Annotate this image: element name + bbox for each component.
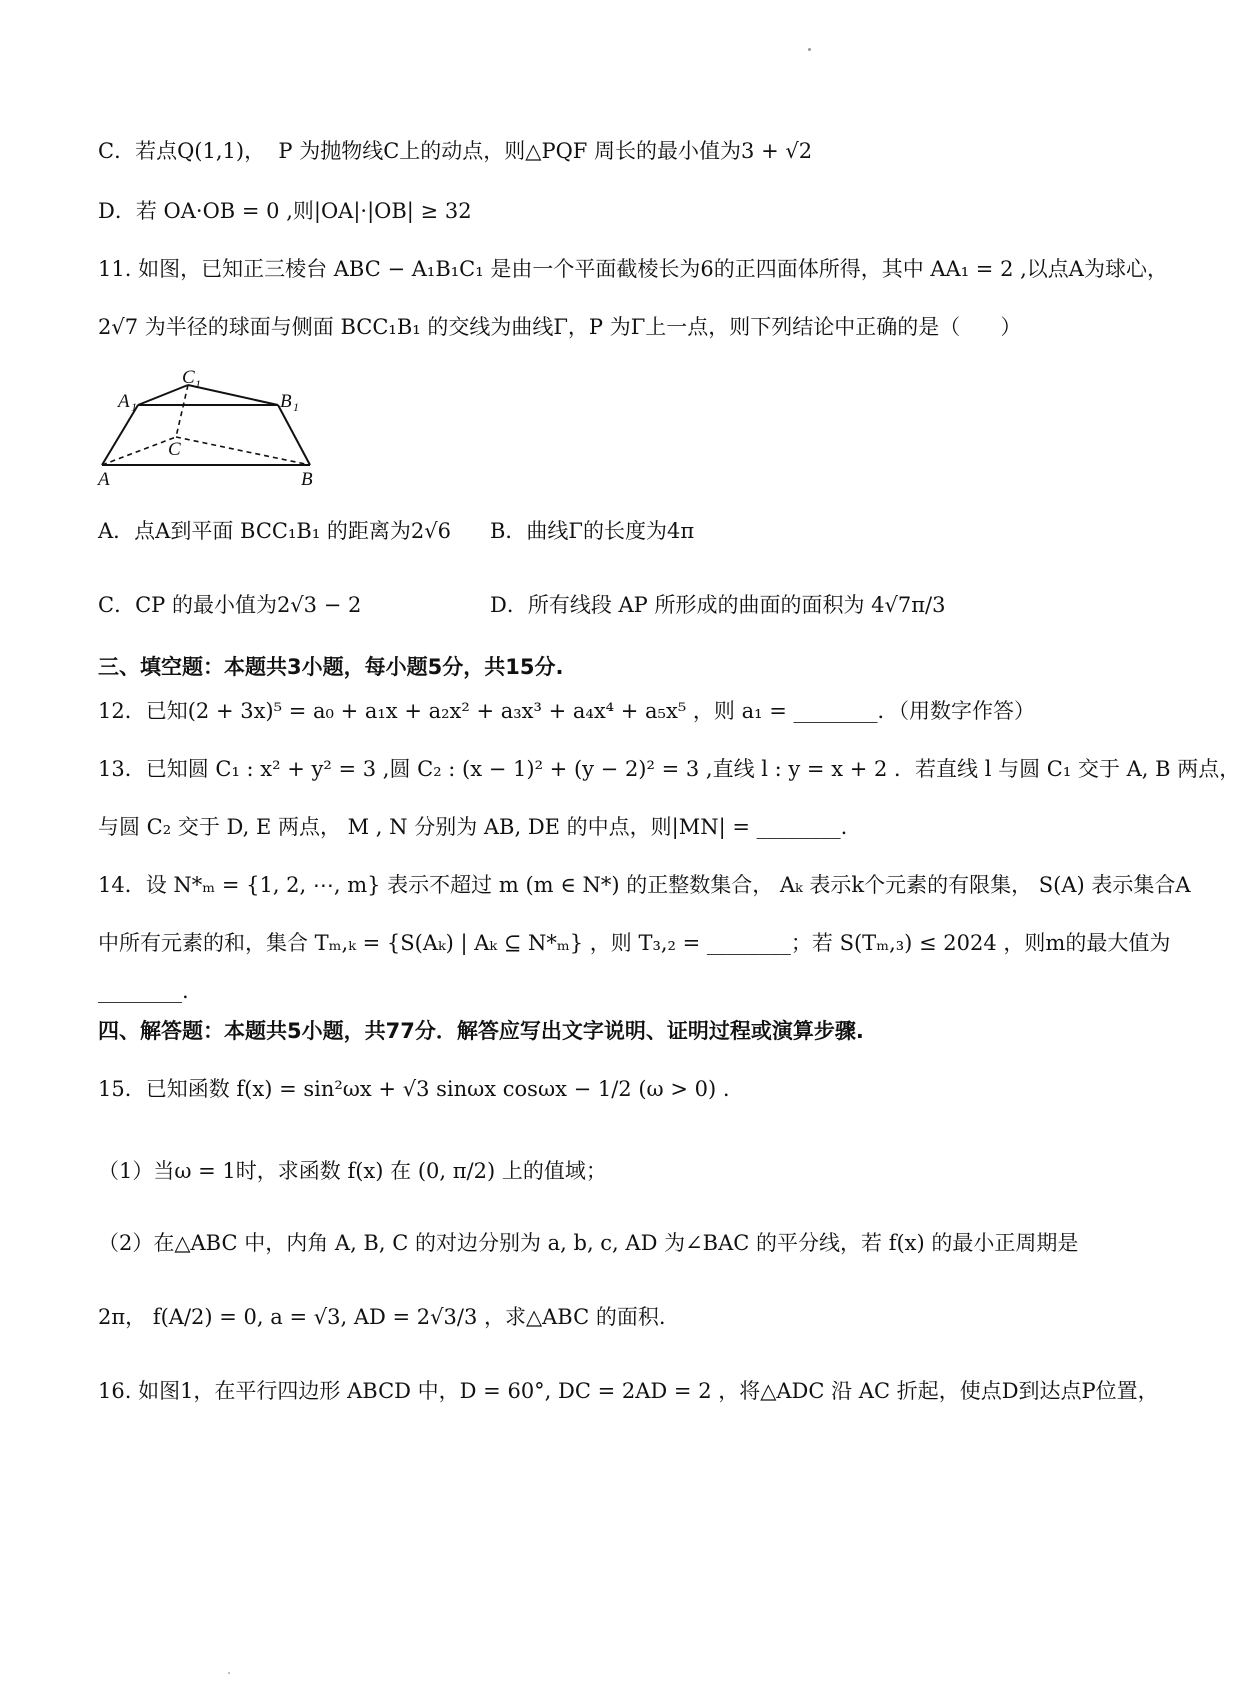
edge-aa1 xyxy=(102,405,138,465)
label-a: A xyxy=(98,469,110,490)
edge-ac xyxy=(102,437,176,465)
option-d-q11: D．所有线段 AP 所形成的曲面的面积为 4√7π/3 xyxy=(490,593,946,617)
section-4-heading: 四、解答题：本题共5小题，共77分．解答应写出文字说明、证明过程或演算步骤. xyxy=(98,1019,864,1043)
question-15-part1: （1）当ω = 1时，求函数 f(x) 在 (0, π/2) 上的值域； xyxy=(98,1159,607,1183)
question-15: 15．已知函数 f(x) = sin²ωx + √3 sinωx cosωx − 1/2 (ω > 0) . xyxy=(98,1077,730,1101)
label-a1: A xyxy=(118,391,130,412)
option-d-q10: D．若 OA·OB = 0 ,则|OA|·|OB| ≥ 32 xyxy=(98,199,472,223)
frustum-figure xyxy=(98,367,338,493)
edge-bb1 xyxy=(278,405,310,465)
question-13-line1: 13．已知圆 C₁ : x² + y² = 3 ,圆 C₂ : (x − 1)² + (y − 2)² = 3 ,直线 l : y = x + 2 ．若直线 l 与圆 C₁ 交于 A, B 两点， xyxy=(98,757,1240,781)
label-c: C xyxy=(168,439,181,460)
edge-cb xyxy=(176,437,310,465)
question-11-line2: 2√7 为半径的球面与侧面 BCC₁B₁ 的交线为曲线Γ，P 为Γ上一点，则下列结论中正确的是（ ） xyxy=(98,315,1022,339)
option-c-q11: C．CP 的最小值为2√3 − 2 xyxy=(98,593,362,617)
question-14-blank: ________. xyxy=(98,979,189,1003)
option-c-q10: C．若点Q(1,1)， P 为抛物线C上的动点，则△PQF 周长的最小值为3 + √2 xyxy=(98,139,813,163)
option-b-q11: B．曲线Γ的长度为4π xyxy=(490,519,695,543)
label-a1-sub: 1 xyxy=(131,400,137,414)
section-3-heading: 三、填空题：本题共3小题，每小题5分，共15分. xyxy=(98,655,564,679)
question-14-line1: 14．设 N*ₘ = {1, 2, ⋯, m} 表示不超过 m (m ∈ N*) 的正整数集合， Aₖ 表示k个元素的有限集， S(A) 表示集合A xyxy=(98,873,1191,897)
scan-dot xyxy=(808,48,811,51)
scan-dot-bottom xyxy=(228,1672,230,1674)
question-15-part2-line1: （2）在△ABC 中，内角 A, B, C 的对边分别为 a, b, c, AD 为∠BAC 的平分线，若 f(x) 的最小正周期是 xyxy=(98,1231,1079,1255)
question-12: 12．已知(2 + 3x)⁵ = a₀ + a₁x + a₂x² + a₃x³ + a₄x⁴ + a₅x⁵ ，则 a₁ = ________．（用数字作答） xyxy=(98,699,1035,723)
question-16: 16. 如图1，在平行四边形 ABCD 中，D = 60°, DC = 2AD = 2 ，将△ADC 沿 AC 折起，使点D到达点P位置， xyxy=(98,1379,1159,1403)
label-b1-sub: 1 xyxy=(293,400,299,414)
label-b: B xyxy=(301,469,313,490)
question-15-part2-line2: 2π， f(A/2) = 0, a = √3, AD = 2√3/3 ，求△ABC 的面积. xyxy=(98,1305,666,1329)
label-b1: B xyxy=(280,391,292,412)
edge-cc1 xyxy=(176,385,188,437)
question-13-line2: 与圆 C₂ 交于 D, E 两点， M , N 分别为 AB, DE 的中点，则|MN| = ________. xyxy=(98,815,848,839)
label-c1: C xyxy=(182,367,195,388)
edge-c1b1 xyxy=(188,385,278,405)
question-11-line1: 11. 如图，已知正三棱台 ABC − A₁B₁C₁ 是由一个平面截棱长为6的正四面体所得，其中 AA₁ = 2 ,以点A为球心， xyxy=(98,257,1168,281)
label-c1-sub: 1 xyxy=(195,377,201,391)
option-a-q11: A．点A到平面 BCC₁B₁ 的距离为2√6 xyxy=(98,519,452,543)
edge-a1c1 xyxy=(138,385,188,405)
question-14-line2: 中所有元素的和，集合 Tₘ,ₖ = {S(Aₖ) | Aₖ ⊆ N*ₘ} ，则 T₃,₂ = ________；若 S(Tₘ,₃) ≤ 2024 ，则m的最大值为 xyxy=(98,931,1171,955)
